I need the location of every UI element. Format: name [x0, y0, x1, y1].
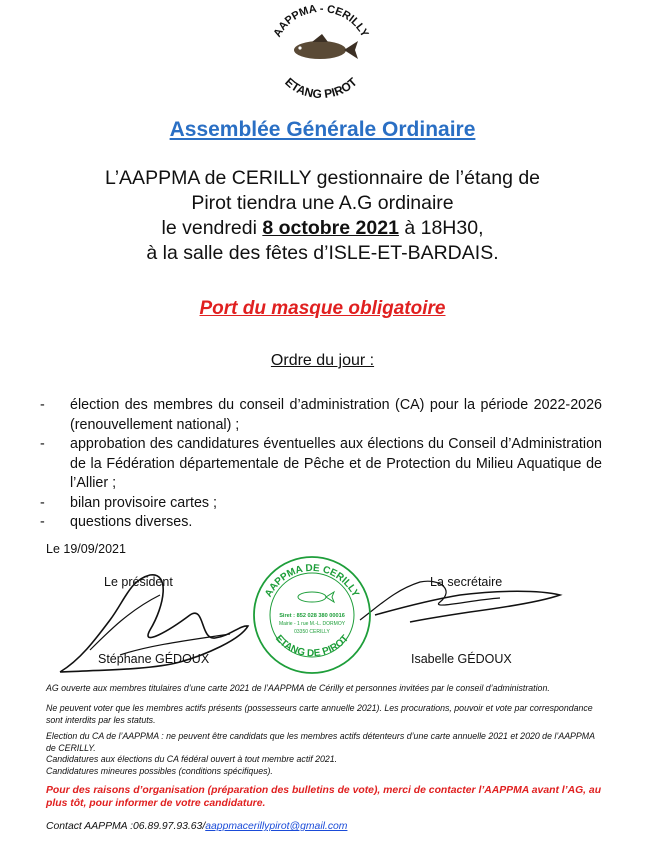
announcement-text — [0, 166, 645, 266]
stamp-ring-top: AAPPMA DE CERILLY — [263, 562, 361, 600]
list-item: - approbation des candidatures éventuelles aux élections du Conseil d’Administration de la Fédération départementale de Pêche et de Protection du Milieu Aquatique de l’Allier ; — [40, 435, 602, 494]
intro-line-2: Pirot tiendra une A.G ordinaire — [191, 192, 454, 214]
mask-notice: Port du masque obligatoire — [199, 298, 446, 319]
agenda-heading: Ordre du jour : — [270, 352, 375, 369]
club-logo — [262, 2, 380, 100]
stamp-ring-bottom: ETANG DE PIROT — [272, 633, 352, 660]
intro-line-1: L’AAPPMA de CERILLY gestionnaire de l’étang de — [104, 167, 541, 189]
note-candidacy-warning: Pour des raisons d’organisation (préparation des bulletins de vote), merci de contacter l’AAPPMA avant l’AG, au plus tôt, pour informer de votre candidature. — [46, 785, 602, 809]
note-membership: AG ouverte aux membres titulaires d’une carte 2021 de l’AAPPMA de Cérilly et personnes invitées par le conseil d’administration. — [46, 683, 550, 693]
page-title: Assemblée Générale Ordinaire — [169, 118, 476, 141]
intro-line-3: le vendredi 8 octobre 2021 à 18H30, — [161, 217, 484, 239]
list-item: - bilan provisoire cartes ; — [40, 494, 602, 514]
logo-text-bottom: ETANG PIROT — [282, 74, 360, 100]
official-stamp — [250, 553, 375, 675]
fish-icon — [294, 34, 358, 59]
stamp-fish-icon — [298, 592, 334, 602]
note-election: Election du CA de l’AAPPMA : ne peuvent être candidats que les membres actifs détenteurs d’une carte annuelle 2021 et 2020 de l’AAPPMA de CERILLY. Candidatures aux élections du CA fédéral ouvert à tout membre actif 2021. Candidatures mineures possibles (conditions spécifiques). — [46, 731, 595, 776]
agenda-list — [40, 396, 602, 533]
president-role: Le président — [104, 575, 173, 589]
secretary-name: Isabelle GÉDOUX — [411, 652, 512, 666]
stamp-city: 03350 CERILLY — [294, 629, 330, 635]
stamp-siret: Siret : 852 028 380 00016 — [279, 613, 345, 619]
list-item: - élection des membres du conseil d’administration (CA) pour la période 2022-2026 (renouvellement national) ; — [40, 396, 602, 435]
stamp-address: Mairie - 1 rue M.-L. DORMOY — [278, 621, 346, 627]
document-date: Le 19/09/2021 — [46, 542, 126, 556]
intro-line-4: à la salle des fêtes d’ISLE-ET-BARDAIS. — [146, 242, 499, 264]
contact-phone: Contact AAPPMA :06.89.97.93.63/ — [46, 821, 206, 832]
list-item: - questions diverses. — [40, 513, 602, 533]
svg-text:AAPPMA - CERILLY — [271, 3, 370, 40]
secretary-role: La secrétaire — [430, 575, 503, 589]
contact-email-link[interactable]: aappmacerillypirot@gmail.com — [205, 821, 348, 832]
note-voting: Ne peuvent voter que les membres actifs présents (possesseurs carte annuelle 2021). Les procurations, pouvoir et vote par correspondance sont interdits par les statuts. — [46, 703, 593, 725]
meeting-date: 8 octobre 2021 — [262, 217, 399, 239]
svg-text:ETANG PIROT — [282, 75, 360, 100]
logo-text-top: AAPPMA - CERILLY — [271, 2, 371, 40]
president-name: Stéphane GÉDOUX — [98, 652, 210, 666]
contact-line — [46, 821, 347, 832]
svg-text:ETANG DE PIROT — [273, 633, 351, 659]
